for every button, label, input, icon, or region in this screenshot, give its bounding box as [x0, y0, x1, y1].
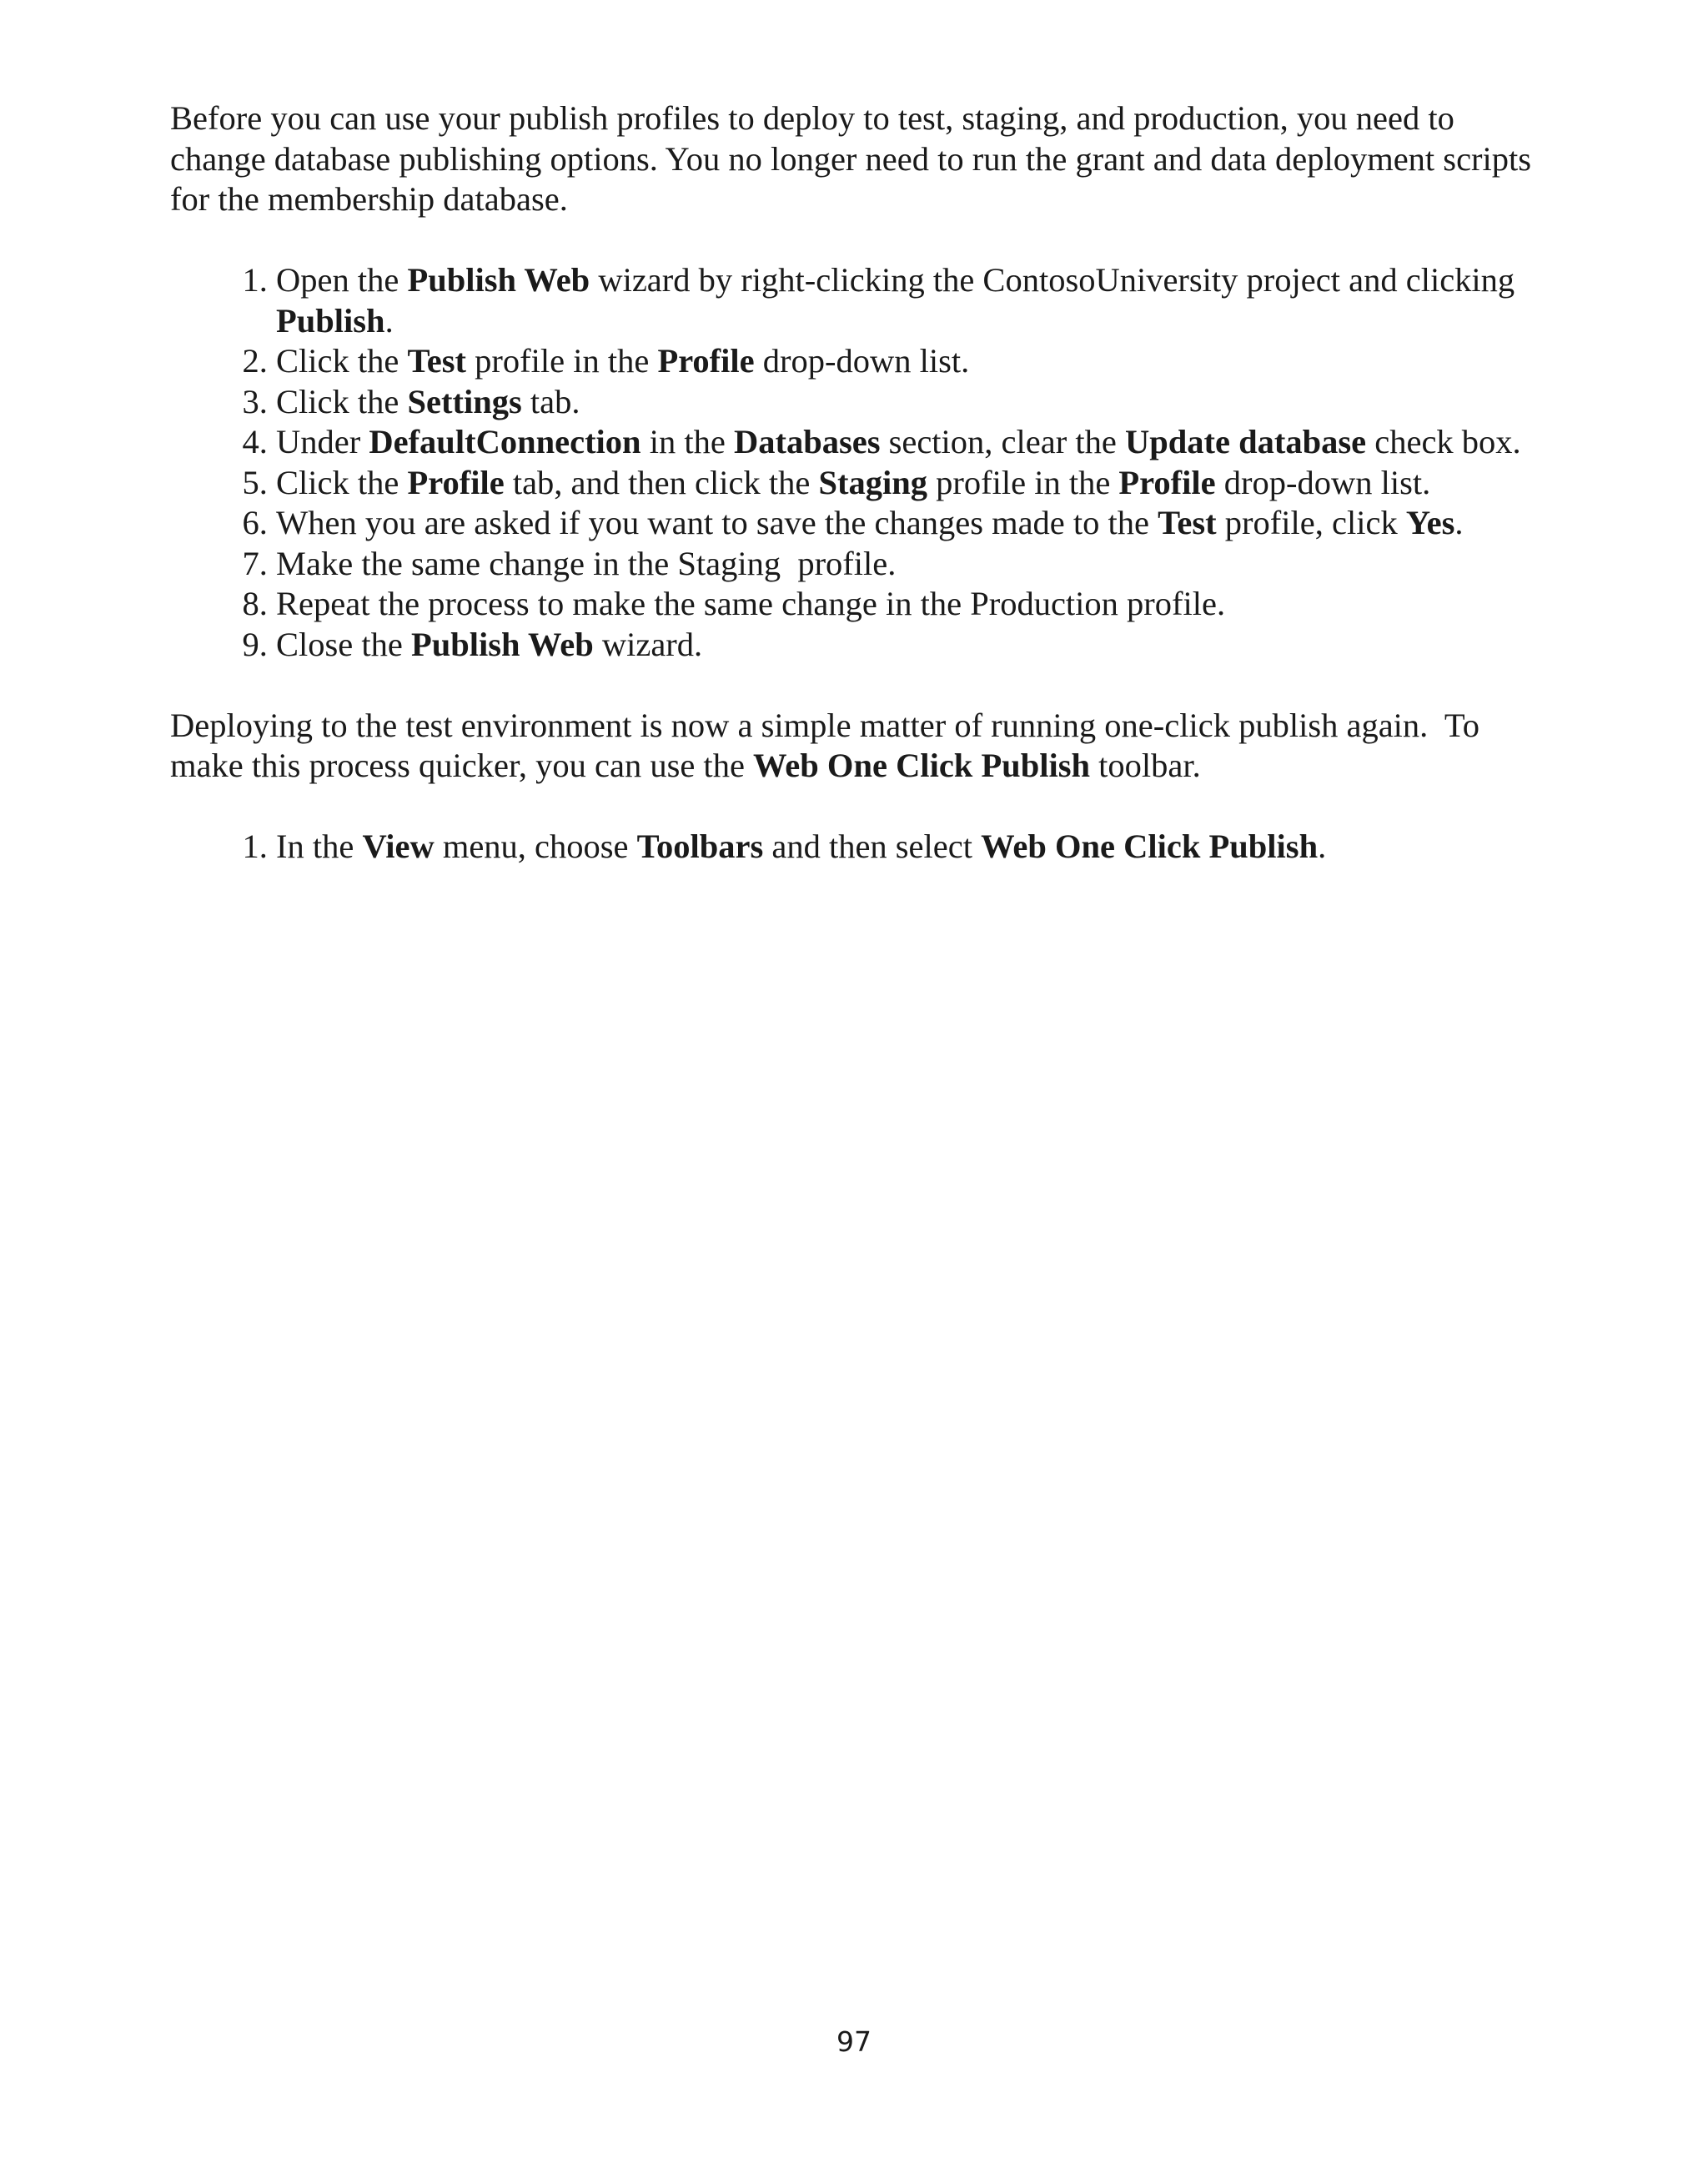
list-item: 7. Make the same change in the Staging profile. [276, 544, 1555, 585]
list-item: 9. Close the Publish Web wizard. [276, 625, 1555, 666]
list-item: 5. Click the Profile tab, and then click the Staging profile in the Profile drop-down list. [276, 463, 1555, 504]
list-item: 1. Open the Publish Web wizard by right-clicking the ContosoUniversity project and clicking Publish. [276, 260, 1555, 341]
list-item: 4. Under DefaultConnection in the Databases section, clear the Update database check box. [276, 422, 1555, 463]
list-item: 2. Click the Test profile in the Profile drop-down list. [276, 341, 1555, 382]
page-body [170, 98, 1555, 908]
deploy-paragraph: Deploying to the test environment is now a simple matter of running one-click publish again. To make this process quicker, you can use the Web One Click Publish toolbar. [170, 706, 1489, 784]
list-item: 8. Repeat the process to make the same change in the Production profile. [276, 584, 1555, 625]
page-number: 97 [836, 2025, 872, 2058]
steps-list [170, 260, 1555, 665]
list-item: 1. In the View menu, choose Toolbars and then select Web One Click Publish. [276, 827, 1555, 868]
list-item: 6. When you are asked if you want to save the changes made to the Test profile, click Yes. [276, 503, 1555, 544]
intro-paragraph: Before you can use your publish profiles to deploy to test, staging, and production, you need to change database publishing options. You no longer need to run the grant and data deployment scripts for the membership database. [170, 99, 1532, 218]
toolbar-steps-list [170, 827, 1555, 868]
list-item: 3. Click the Settings tab. [276, 382, 1555, 423]
